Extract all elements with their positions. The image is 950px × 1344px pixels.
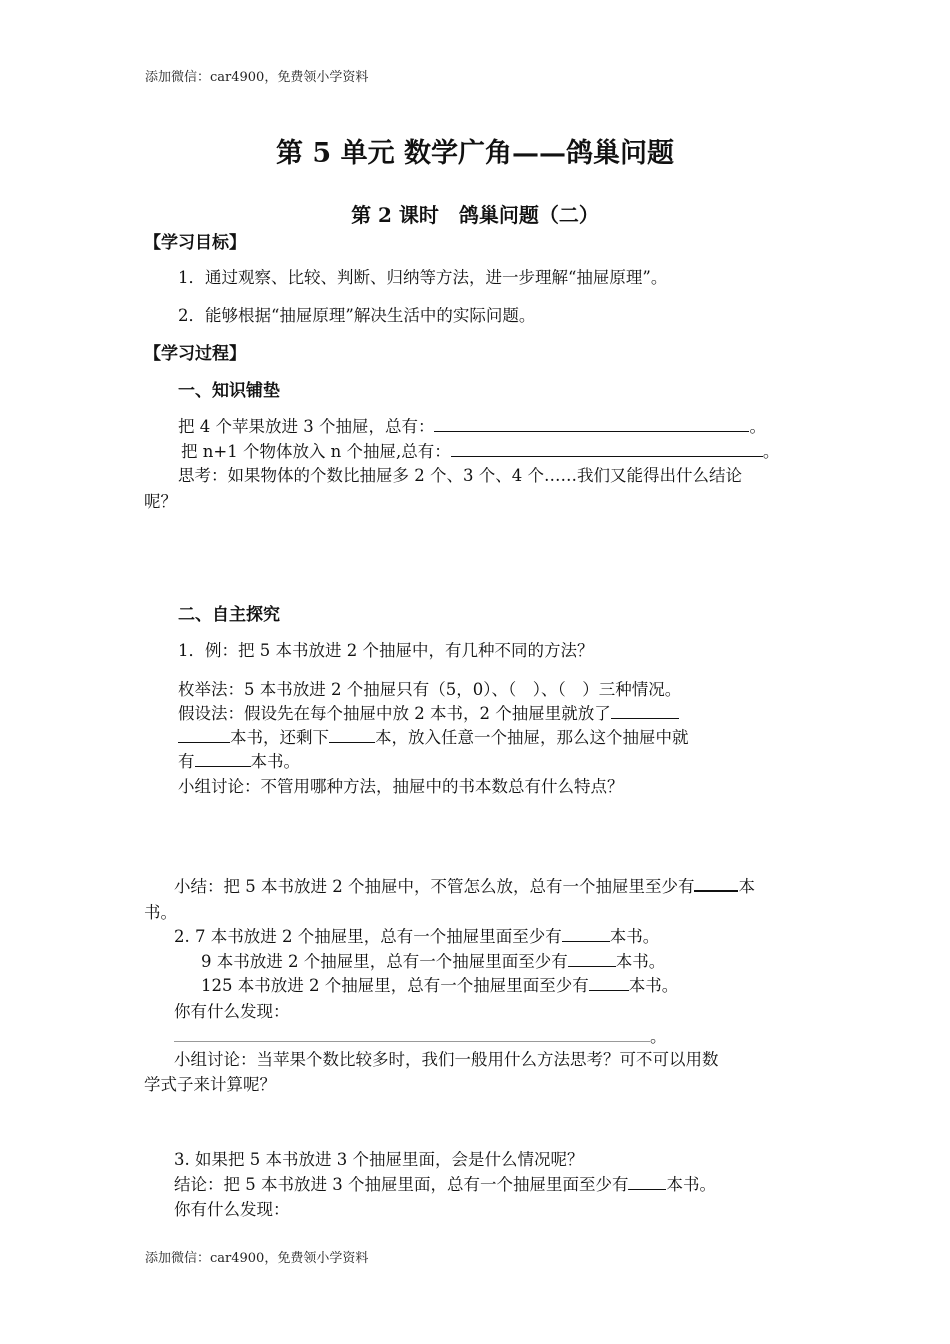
assumption-text-3: 本，放入任意一个抽屉，那么这个抽屉中就 [375, 728, 689, 747]
assumption-text-2: 本书，还剩下 [230, 728, 329, 747]
example-2-line-3 [201, 972, 678, 996]
answer-blank[interactable] [568, 950, 616, 967]
answer-blank[interactable] [178, 726, 230, 743]
knowledge-line-2 [181, 438, 779, 462]
answer-blank[interactable] [329, 726, 375, 743]
example-1: 1．例：把 5 本书放进 2 个抽屉中，有几种不同的方法？ [178, 641, 594, 660]
assumption-text-5: 本书。 [250, 752, 300, 771]
answer-blank[interactable] [628, 1173, 666, 1190]
knowledge-line-2-text: 把 n+1 个物体放入 n 个抽屉,总有： [181, 442, 451, 461]
assumption-line-3 [178, 748, 300, 772]
answer-blank[interactable] [694, 874, 738, 892]
example-2-text-1: 2. 7 本书放进 2 个抽屉里，总有一个抽屉里面至少有 [174, 927, 562, 946]
part1-heading: 一、知识铺垫 [178, 381, 280, 401]
summary-line-1 [174, 873, 755, 897]
assumption-line-1 [178, 700, 679, 724]
think-line-1: 思考：如果物体的个数比抽屉多 2 个、3 个、4 个……我们又能得出什么结论 [178, 466, 742, 485]
discovery-prompt-2: 你有什么发现： [174, 1200, 290, 1219]
discovery-prompt-1: 你有什么发现： [174, 1002, 290, 1021]
enumeration-method: 枚举法：5 本书放进 2 个抽屉只有（5，0）、（ ）、（ ）三种情况。 [178, 680, 682, 699]
example-2-line-2 [201, 948, 665, 972]
knowledge-line-1 [178, 413, 766, 437]
example-2-end-2: 本书。 [615, 952, 666, 971]
goal-item-2: 2．能够根据“抽屉原理”解决生活中的实际问题。 [178, 306, 536, 325]
period: 。 [650, 1027, 667, 1046]
group-discussion-2-line-2: 学式子来计算呢？ [144, 1075, 276, 1094]
answer-blank[interactable] [434, 415, 749, 432]
example-2-text-3: 125 本书放进 2 个抽屉里，总有一个抽屉里面至少有 [201, 976, 589, 995]
knowledge-line-1-text: 把 4 个苹果放进 3 个抽屉，总有： [178, 417, 435, 436]
conclusion-line [174, 1171, 716, 1195]
group-discussion-1: 小组讨论：不管用哪种方法，抽屉中的书本数总有什么特点？ [178, 777, 624, 796]
goal-item-1: 1．通过观察、比较、判断、归纳等方法，进一步理解“抽屉原理”。 [178, 268, 668, 287]
think-line-2: 呢？ [144, 492, 177, 511]
assumption-text-1: 假设法：假设先在每个抽屉中放 2 本书，2 个抽屉里就放了 [178, 704, 611, 723]
answer-blank[interactable] [195, 750, 251, 767]
summary-line-2: 书。 [144, 903, 177, 922]
summary-text-end: 本 [738, 877, 755, 896]
answer-blank[interactable] [562, 925, 610, 942]
discovery-line [174, 1023, 667, 1047]
group-discussion-2-line-1: 小组讨论：当苹果个数比较多时，我们一般用什么方法思考？可不可以用数 [174, 1050, 719, 1069]
conclusion-text: 结论：把 5 本书放进 3 个抽屉里面，总有一个抽屉里面至少有 [174, 1175, 629, 1194]
answer-blank[interactable] [451, 440, 763, 457]
example-2-text-2: 9 本书放进 2 个抽屉里，总有一个抽屉里面至少有 [201, 952, 568, 971]
example-2-end-1: 本书。 [609, 927, 660, 946]
answer-blank[interactable] [589, 974, 629, 991]
period: 。 [762, 442, 780, 461]
goals-heading: 【学习目标】 [144, 233, 246, 253]
assumption-line-2 [178, 724, 689, 748]
process-heading: 【学习过程】 [144, 344, 246, 364]
conclusion-end: 本书。 [666, 1175, 716, 1194]
footer-note: 添加微信：car4900，免费领小学资料 [145, 1251, 369, 1266]
answer-line[interactable] [174, 1025, 650, 1042]
header-note: 添加微信：car4900，免费领小学资料 [145, 70, 369, 85]
example-2-line-1 [174, 923, 659, 947]
lesson-subtitle: 第 2 课时 鸽巢问题（二） [351, 203, 599, 227]
page-title: 第 5 单元 数学广角——鸽巢问题 [276, 138, 674, 169]
answer-blank[interactable] [611, 702, 679, 719]
example-2-end-3: 本书。 [628, 976, 679, 995]
assumption-text-4: 有 [178, 752, 195, 771]
summary-text: 小结：把 5 本书放进 2 个抽屉中，不管怎么放，总有一个抽屉里至少有 [174, 877, 695, 896]
part2-heading: 二、自主探究 [178, 605, 280, 625]
example-3: 3. 如果把 5 本书放进 3 个抽屉里面，会是什么情况呢？ [174, 1150, 584, 1169]
period: 。 [749, 417, 766, 436]
